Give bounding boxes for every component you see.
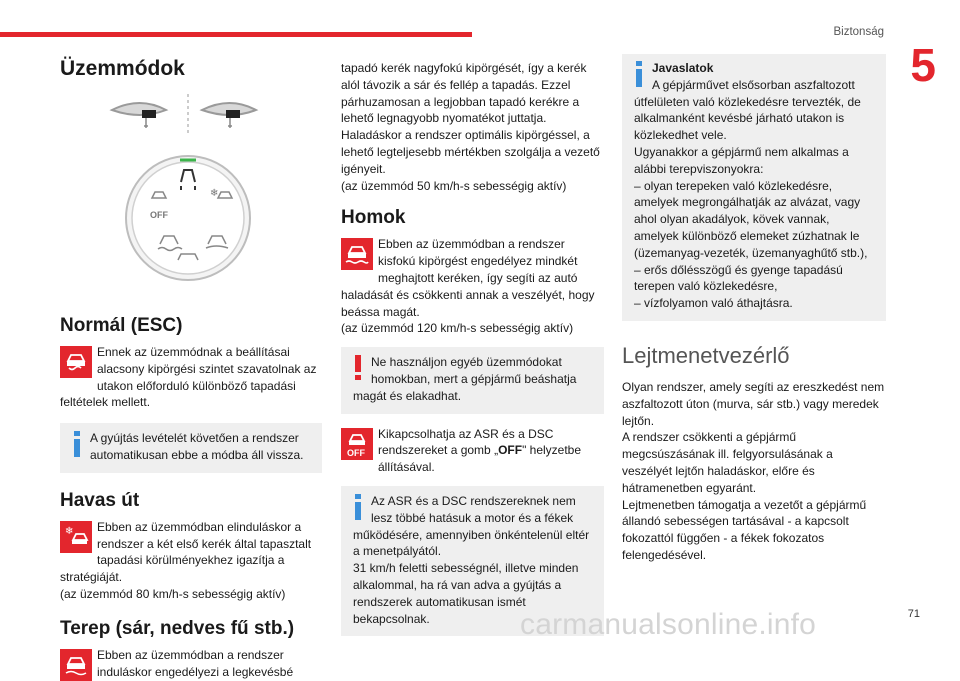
column-2: [341, 60, 604, 636]
watermark: carmanualsonline.info: [520, 608, 817, 641]
section-label: Biztonság: [833, 26, 884, 38]
normal-mode-description: [60, 344, 322, 411]
snow-mode-text: Ebben az üzemmódban elinduláskor a rendszer a két első kerék által tapasztalt tapadási körülményekhez igazítja a stratégiáját. (az üzemmód 80 km/h-s sebességig aktív): [60, 519, 312, 601]
off-text-after: " helyzetbe állításával.: [378, 443, 582, 475]
off-text-bold: OFF: [498, 443, 523, 458]
normal-mode-info-note: [60, 423, 322, 473]
warning-exclamation-icon: [349, 355, 367, 381]
chapter-number: 5: [910, 39, 936, 91]
off-mode-icon: [341, 428, 373, 460]
svg-text:❄: ❄: [65, 525, 74, 537]
svg-text:❄: ❄: [210, 188, 219, 199]
info-icon: [68, 431, 86, 457]
esc-car-skid-icon: [60, 346, 92, 378]
normal-mode-info-text: A gyújtás levételét követően a rendszer automatikusan ebbe a módba áll vissza.: [90, 431, 304, 462]
off-mode-text: [341, 426, 604, 476]
recommendations-text: A gépjárművet elsősorban aszfaltozott útfelületen való közlekedésre tervezték, de alkalmanként kevésbé járható utakon is közlekedhet vele. Ugyanakkor a gépjármű nem alkalmas a alábbi terepviszonyokra: – olyan terepeken való közlekedésre, amelyek megrongálhatják az alvázat, vagy ahol olyan akadályok, kövek vannak, amelyek különböző elemeket zúzhatnak le (üzemanyag-vezeték, üzemanyaghűtő stb.), – erős dőlésszögű és gyenge tapadású terepen való közlekedésre, – vízfolyamon való áthajtásra.: [634, 77, 868, 311]
info-icon: [630, 61, 648, 87]
mud-mode-text: Ebben az üzemmódban a rendszer induláskor engedélyezi a legkevésbé: [97, 647, 294, 679]
snow-mode-description: [60, 519, 322, 603]
snow-mode-icon: [60, 521, 92, 553]
off-mode-info-text: Az ASR és a DSC rendszereknek nem lesz többé hatásuk a motor és a fékek működésére, amennyiben önkéntelenül eltér a menetpályától. 31 km/h feletti sebességnél, illetve minden alkalommal, ha rá van adva a gyújtás a rendszerek automatikusan ismét bekapcsolnak.: [353, 493, 590, 626]
mud-mode-text-continued: tapadó kerék nagyfokú kipörgését, így a kerék alól távozik a sár és fellép a tapadás. Ezzel párhuzamosan a legjobban tapadó kerékre a lehető legnagyobb nyomatékot juttatja. Haladáskor a rendszer optimális kipörgéssel, a lehető legteljesebb mértékben szolgálja a vezető igényeit. (az üzemmód 50 km/h-s sebességig aktív): [341, 61, 600, 193]
mode-selector-dial: [60, 146, 322, 296]
off-text-before: Kikapcsolhatja az ASR és a DSC rendszereket a gomb „: [378, 426, 554, 458]
svg-text:OFF: OFF: [150, 210, 168, 220]
column-1: [60, 56, 322, 681]
off-icon-label: OFF: [347, 447, 365, 458]
heading-normal-esc: Normál (ESC): [60, 315, 183, 336]
page-number: 71: [907, 608, 920, 620]
steering-wheel-icons-graphic: [60, 92, 322, 142]
mud-mode-description: [60, 647, 322, 681]
sand-mode-icon: [341, 238, 373, 270]
heading-hill-descent-control: Lejtmenetvezérlő: [622, 342, 790, 368]
section-title-modes: Üzemmódok: [60, 57, 185, 80]
steering-wheel-icons: [60, 92, 322, 142]
sand-warning-note: [341, 347, 604, 413]
heading-mud: Terep (sár, nedves fű stb.): [60, 617, 295, 639]
recommendations-title: Javaslatok: [652, 61, 714, 75]
sand-mode-text: Ebben az üzemmódban a rendszer kisfokú kipörgést engedélyez mindkét meghajtott keréken, így segíti az autó haladását és csökkenti annak a veszélyét, hogy beássa magát. (az üzemmód 120 km/h-s sebességig aktív): [341, 237, 595, 336]
off-mode-description: [341, 426, 604, 476]
info-icon: [349, 494, 367, 520]
heading-sand: Homok: [341, 207, 406, 229]
sand-warning-text: Ne használjon egyéb üzemmódokat homokban, mert a gépjármű beáshatja magát és elakadhat.: [353, 355, 577, 403]
sand-mode-description: [341, 236, 604, 337]
mud-mode-icon: [60, 649, 92, 681]
recommendations-note: [622, 54, 886, 321]
header-accent-bar: [0, 32, 472, 37]
hill-descent-text: Olyan rendszer, amely segíti az ereszkedést nem aszfaltozott úton (murva, sár stb.) vagy meredek lejtőn. A rendszer csökkenti a gépjármű megcsúszásának ill. felgyorsulásának a veszélyét lejtőn haladáskor, előre és hátramenetben egyaránt. Lejtmenetben támogatja a vezetőt a gépjármű állandó sebességen tartásával - a kapcsolt fokozattól függően - a fékek fokozatos felengedésével.: [622, 379, 885, 562]
mode-dial-graphic: [60, 146, 322, 296]
heading-snow: Havas út: [60, 489, 140, 511]
normal-mode-text: Ennek az üzemmódnak a beállításai alacsony kipörgési szintet szavatolnak az utakon előforduló különböző tapadási feltételek mellett.: [60, 345, 317, 410]
column-3: [622, 54, 886, 564]
